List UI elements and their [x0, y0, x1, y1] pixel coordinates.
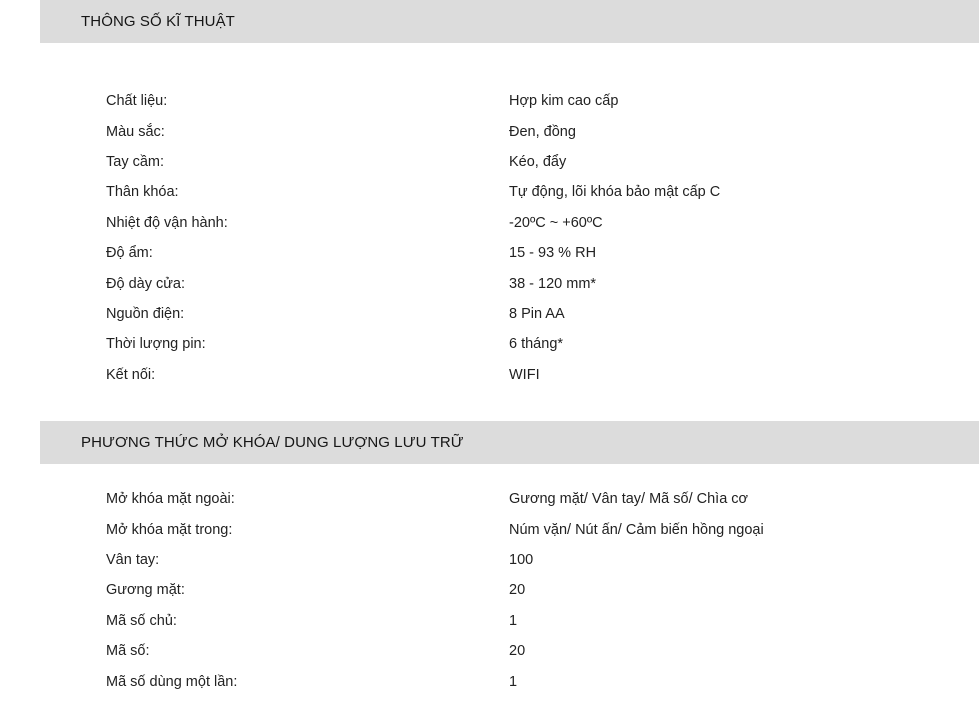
unlock-row-face — [106, 575, 946, 605]
spec-value: 1 — [509, 673, 518, 690]
spec-label: Mã số: — [106, 643, 150, 660]
specs-list — [106, 86, 946, 390]
spec-row-connectivity — [106, 360, 946, 390]
specs-section-header — [40, 0, 979, 43]
spec-row-operating-temperature — [106, 208, 946, 238]
spec-label: Độ ẩm: — [106, 245, 153, 262]
unlock-section-header — [40, 421, 979, 464]
spec-value: WIFI — [509, 366, 540, 383]
spec-label: Vân tay: — [106, 551, 160, 568]
spec-row-battery-life — [106, 329, 946, 359]
spec-value: 100 — [509, 551, 534, 568]
spec-value: 15 - 93 % RH — [509, 245, 597, 262]
unlock-row-code — [106, 636, 946, 666]
spec-row-power-source — [106, 299, 946, 329]
unlock-row-inside — [106, 514, 946, 544]
unlock-row-master-code — [106, 606, 946, 636]
spec-value: Núm vặn/ Nút ấn/ Cảm biến hồng ngoại — [509, 521, 764, 538]
spec-row-color — [106, 116, 946, 146]
spec-label: Kết nối: — [106, 366, 156, 383]
spec-value: Tự động, lõi khóa bảo mật cấp C — [509, 184, 721, 201]
unlock-row-one-time-code — [106, 666, 946, 696]
specs-section-title: THÔNG SỐ KĨ THUẬT — [81, 13, 235, 30]
spec-label: Nguồn điện: — [106, 305, 185, 322]
unlock-row-fingerprint — [106, 545, 946, 575]
unlock-list — [106, 484, 946, 697]
spec-value: 20 — [509, 643, 526, 660]
spec-value: 1 — [509, 612, 518, 629]
spec-value: Kéo, đẩy — [509, 153, 567, 170]
spec-value: 38 - 120 mm* — [509, 275, 597, 292]
spec-value: 20 — [509, 582, 526, 599]
spec-row-lock-body — [106, 177, 946, 207]
spec-label: Thân khóa: — [106, 184, 179, 201]
spec-value: Đen, đồng — [509, 123, 576, 140]
spec-value: 6 tháng* — [509, 336, 564, 353]
spec-label: Thời lượng pin: — [106, 336, 206, 353]
spec-label: Mã số chủ: — [106, 612, 177, 629]
spec-value: -20ºC ~ +60ºC — [509, 214, 603, 231]
spec-label: Màu sắc: — [106, 123, 165, 140]
spec-row-handle — [106, 147, 946, 177]
spec-row-material — [106, 86, 946, 116]
spec-label: Tay cầm: — [106, 153, 165, 170]
spec-row-humidity — [106, 238, 946, 268]
spec-label: Độ dày cửa: — [106, 275, 186, 292]
spec-value: Hợp kim cao cấp — [509, 93, 619, 110]
spec-value: 8 Pin AA — [509, 305, 565, 322]
unlock-section-title: PHƯƠNG THỨC MỞ KHÓA/ DUNG LƯỢNG LƯU TRỮ — [81, 434, 464, 451]
spec-value: Gương mặt/ Vân tay/ Mã số/ Chìa cơ — [509, 491, 749, 508]
spec-label: Gương mặt: — [106, 582, 185, 599]
spec-label: Mã số dùng một lần: — [106, 673, 238, 690]
unlock-row-outside — [106, 484, 946, 514]
spec-label: Chất liệu: — [106, 93, 168, 110]
spec-label: Mở khóa mặt trong: — [106, 521, 233, 538]
spec-row-door-thickness — [106, 268, 946, 298]
spec-label: Nhiệt độ vận hành: — [106, 214, 228, 231]
spec-label: Mở khóa mặt ngoài: — [106, 491, 235, 508]
